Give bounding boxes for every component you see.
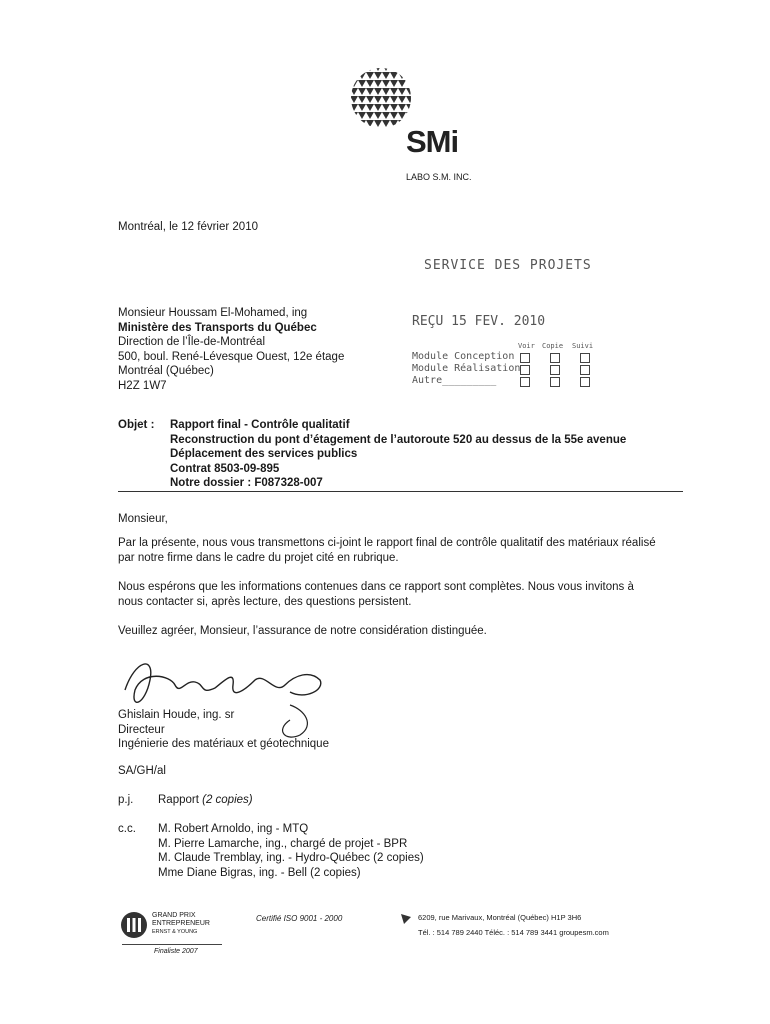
footer-address: 6209, rue Marivaux, Montréal (Québec) H1P 3H6 bbox=[418, 913, 582, 922]
cc-item: M. Robert Arnoldo, ing - MTQ bbox=[158, 823, 309, 835]
cc-list bbox=[158, 822, 424, 880]
award-line: ERNST & YOUNG bbox=[152, 929, 198, 935]
stamp-row-conception: Module Conception bbox=[412, 351, 515, 362]
body-paragraph bbox=[118, 624, 487, 639]
subject-rule bbox=[118, 491, 683, 492]
recipient-address bbox=[118, 306, 344, 393]
recipient-street: 500, boul. René-Lévesque Ouest, 12e étage bbox=[118, 350, 345, 363]
signatory-title: Directeur bbox=[118, 723, 165, 736]
award-line: GRAND PRIX bbox=[152, 912, 196, 919]
subject-label: Objet : bbox=[118, 419, 155, 431]
footer-contact: Tél. : 514 789 2440 Téléc. : 514 789 3441 groupesm.com bbox=[418, 928, 609, 937]
recipient-city: Montréal (Québec) bbox=[118, 365, 214, 377]
subject-line: Rapport final - Contrôle qualitatif bbox=[170, 419, 350, 431]
award-text bbox=[152, 912, 210, 936]
body-line: par notre firme dans le cadre du projet cité en rubrique. bbox=[118, 551, 399, 564]
address-arrow-icon bbox=[401, 914, 411, 924]
subject-line: Notre dossier : F087328-007 bbox=[170, 477, 323, 489]
cc-item: M. Pierre Lamarche, ing., chargé de projet - BPR bbox=[158, 837, 408, 850]
body-line: Veuillez agréer, Monsieur, l’assurance de notre considération distinguée. bbox=[118, 625, 487, 637]
signatory-department: Ingénierie des matériaux et géotechnique bbox=[118, 738, 329, 750]
award-line: ENTREPRENEUR bbox=[152, 920, 210, 927]
stamp-checkbox bbox=[520, 353, 530, 363]
company-mark: SMi bbox=[406, 124, 459, 159]
recipient-postal: H2Z 1W7 bbox=[118, 379, 167, 392]
cc-label: c.c. bbox=[118, 823, 136, 835]
stamp-col-copie: Copie bbox=[542, 342, 564, 350]
cc-item: M. Claude Tremblay, ing. - Hydro-Québec (2 copies) bbox=[158, 852, 424, 864]
stamp-checkbox bbox=[580, 353, 590, 363]
stamp-title: SERVICE DES PROJETS bbox=[424, 258, 592, 273]
recipient-org: Ministère des Transports du Québec bbox=[118, 321, 317, 334]
stamp-checkbox bbox=[520, 365, 530, 375]
stamp-checkbox bbox=[550, 353, 560, 363]
enclosure-item: Rapport bbox=[158, 794, 203, 806]
subject-line: Contrat 8503-09-895 bbox=[170, 462, 280, 475]
stamp-checkbox bbox=[580, 377, 590, 387]
award-logo bbox=[120, 910, 230, 965]
received-stamp bbox=[412, 258, 612, 393]
enclosure-copies: (2 copies) bbox=[202, 794, 253, 806]
stamp-received: REÇU 15 FEV. 2010 bbox=[412, 314, 546, 329]
subject-line: Reconstruction du pont d’étagement de l’autoroute 520 au dessus de la 55e avenue bbox=[170, 433, 627, 446]
stamp-col-suivi: Suivi bbox=[572, 342, 594, 350]
stamp-checkbox bbox=[580, 365, 590, 375]
stamp-checkbox bbox=[520, 377, 530, 387]
company-logo bbox=[346, 64, 486, 184]
logo-mark bbox=[350, 64, 412, 132]
subject-line: Déplacement des services publics bbox=[170, 448, 358, 460]
body-paragraph bbox=[118, 580, 634, 609]
body-line: Nous espérons que les informations contenues dans ce rapport sont complètes. Nous vous invitons à bbox=[118, 581, 634, 593]
enclosure-label: p.j. bbox=[118, 794, 134, 806]
stamp-row-realisation: Module Réalisation bbox=[412, 363, 521, 374]
salutation: Monsieur, bbox=[118, 513, 168, 525]
signatory-name: Ghislain Houde, ing. sr bbox=[118, 709, 235, 721]
date-line: Montréal, le 12 février 2010 bbox=[118, 221, 258, 233]
award-rule bbox=[122, 944, 222, 945]
stamp-checkbox bbox=[550, 365, 560, 375]
signatory-block bbox=[118, 708, 329, 752]
body-paragraph bbox=[118, 536, 656, 565]
recipient-dept: Direction de l’Île-de-Montréal bbox=[118, 336, 266, 348]
award-emblem bbox=[120, 910, 148, 940]
award-sub: Finaliste 2007 bbox=[154, 948, 198, 955]
stamp-checkbox bbox=[550, 377, 560, 387]
stamp-col-voir: Voir bbox=[518, 342, 535, 350]
certification: Certifié ISO 9001 - 2000 bbox=[256, 914, 343, 923]
recipient-name: Monsieur Houssam El-Mohamed, ing bbox=[118, 307, 308, 319]
body-line: nous contacter si, après lecture, des questions persistent. bbox=[118, 595, 412, 608]
cc-item: Mme Diane Bigras, ing. - Bell (2 copies) bbox=[158, 866, 361, 879]
subject-block bbox=[170, 418, 626, 491]
body-line: Par la présente, nous vous transmettons ci-joint le rapport final de contrôle qualitatif des matériaux réalisé bbox=[118, 537, 656, 549]
enclosure-text bbox=[158, 793, 253, 808]
stamp-row-autre: Autre_________ bbox=[412, 375, 497, 386]
company-name: LABO S.M. INC. bbox=[406, 172, 472, 182]
initials: SA/GH/al bbox=[118, 765, 166, 777]
